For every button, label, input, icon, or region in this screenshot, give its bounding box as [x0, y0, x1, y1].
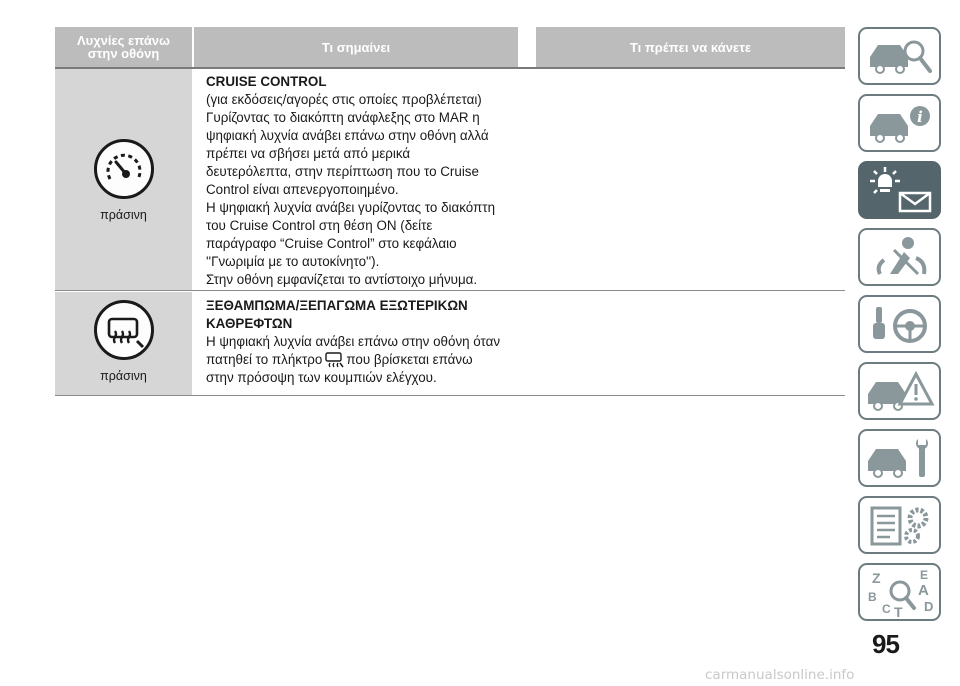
svg-text:i: i — [917, 108, 923, 126]
tab-technical-specs[interactable] — [858, 496, 941, 554]
desc-line: στην πρόσοψη των κουμπιών ελέγχου. — [206, 370, 437, 385]
index-letter: D — [924, 599, 934, 614]
index-letter: E — [920, 568, 929, 582]
desc-line: παράγραφο “Cruise Control” στο κεφάλαιο — [206, 236, 457, 251]
tab-index[interactable] — [858, 563, 941, 621]
desc-text: που βρίσκεται επάνω — [346, 352, 473, 367]
header-what-to-do: Τι πρέπει να κάνετε — [536, 27, 845, 67]
desc-text: πατηθεί το πλήκτρο — [206, 352, 323, 367]
cruise-control-description — [206, 73, 495, 289]
desc-line: ψηφιακή λυχνία ανάβει επάνω στην οθόνη αλλά — [206, 128, 489, 143]
desc-line: Η ψηφιακή λυχνία ανάβει επάνω στην οθόνη όταν — [206, 334, 501, 349]
car-info-icon — [860, 96, 940, 151]
alphabetical-index-icon — [860, 565, 940, 620]
desc-line-with-icon — [206, 351, 500, 369]
cruise-control-icon — [94, 139, 154, 199]
lamp-color-label: πράσινη — [100, 369, 147, 383]
airbag-seat-icon — [860, 230, 940, 285]
rear-defrost-icon — [94, 300, 154, 360]
row-divider — [55, 395, 845, 396]
warning-lights-message-icon — [860, 163, 940, 218]
specifications-gears-icon — [860, 498, 940, 553]
tab-car-search[interactable] — [858, 27, 941, 85]
defrost-description — [206, 297, 500, 387]
desc-line: Control είναι απενεργοποιημένο. — [206, 182, 399, 197]
row-divider — [55, 290, 845, 291]
car-warning-triangle-icon — [860, 364, 940, 419]
tab-starting-driving[interactable] — [858, 295, 941, 353]
tab-car-info[interactable] — [858, 94, 941, 152]
desc-line: Γυρίζοντας το διακόπτη ανάφλεξης στο MAR η — [206, 110, 480, 125]
desc-line: ''Γνωριμία με το αυτοκίνητο''). — [206, 254, 380, 269]
desc-line: δευτερόλεπτα, στην περίπτωση που το Cruise — [206, 164, 479, 179]
defrost-button-icon — [324, 352, 344, 368]
header-lamps-line2: στην οθόνη — [87, 46, 160, 61]
desc-line: Η ψηφιακή λυχνία ανάβει γυρίζοντας το διακόπτη — [206, 200, 496, 215]
desc-line: πρέπει να σβήσει μετά από μερικά — [206, 146, 411, 161]
index-letter: B — [868, 590, 877, 604]
desc-line: Στην οθόνη εμφανίζεται το αντίστοιχο μήνυμα. — [206, 272, 478, 287]
row-title: CRUISE CONTROL — [206, 74, 327, 89]
tab-warning-lights[interactable] — [858, 161, 941, 219]
index-letter: C — [882, 602, 891, 616]
desc-line: του Cruise Control στη θέση ON (δείτε — [206, 218, 433, 233]
header-meaning: Τι σημαίνει — [194, 27, 518, 67]
key-steering-wheel-icon — [860, 297, 940, 352]
header-lamps — [55, 27, 192, 67]
tab-emergency[interactable] — [858, 362, 941, 420]
lamp-color-label: πράσινη — [100, 208, 147, 222]
tab-maintenance[interactable] — [858, 429, 941, 487]
car-wrench-icon — [860, 431, 940, 486]
index-letter: Z — [872, 570, 881, 586]
index-letter: A — [918, 582, 929, 599]
watermark: carmanualsonline.info — [705, 667, 855, 683]
car-search-icon — [860, 29, 940, 84]
row-title-line1: ΞΕΘΑΜΠΩΜΑ/ΞΕΠΑΓΩΜΑ ΕΞΩΤΕΡΙΚΩΝ — [206, 298, 468, 313]
tab-safety[interactable] — [858, 228, 941, 286]
header-lamps-line1: Λυχνίες επάνω — [76, 33, 171, 48]
desc-line: (για εκδόσεις/αγορές στις οποίες προβλέπεται) — [206, 92, 482, 107]
row-title-line2: ΚΑΘΡΕΦΤΩΝ — [206, 316, 293, 331]
index-letter: T — [894, 604, 903, 620]
page-number: 95 — [872, 629, 899, 659]
